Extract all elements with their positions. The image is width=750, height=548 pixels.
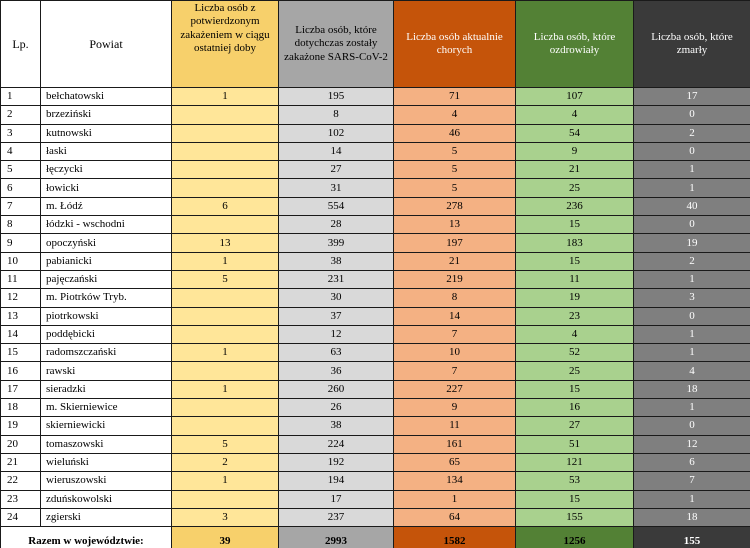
cell-powiat: łódzki - wschodni [41,216,172,234]
cell-lp: 20 [1,435,41,453]
cell-recovered: 52 [516,344,634,362]
header-recovered: Liczba osób, które ozdrowiały [516,1,634,88]
cell-powiat: sieradzki [41,380,172,398]
cell-powiat: m. Skierniewice [41,399,172,417]
cell-currently-sick: 14 [394,307,516,325]
header-new-cases: Liczba osób z potwierdzonym zakażeniem w ciągu ostatniej doby [172,1,279,88]
cell-lp: 7 [1,197,41,215]
cell-lp: 11 [1,270,41,288]
cell-powiat: radomszczański [41,344,172,362]
cell-currently-sick: 9 [394,399,516,417]
cell-total-infected: 554 [279,197,394,215]
cell-deaths: 1 [634,161,750,179]
cell-new-cases: 2 [172,453,279,471]
cell-total-infected: 194 [279,472,394,490]
cell-recovered: 4 [516,325,634,343]
cell-powiat: zduńskowolski [41,490,172,508]
cell-new-cases: 1 [172,380,279,398]
cell-lp: 23 [1,490,41,508]
cell-deaths: 1 [634,179,750,197]
cell-total-infected: 38 [279,252,394,270]
cell-powiat: brzeziński [41,106,172,124]
cell-lp: 19 [1,417,41,435]
cell-lp: 8 [1,216,41,234]
cell-recovered: 15 [516,252,634,270]
cell-deaths: 0 [634,142,750,160]
totals-row [1,527,750,548]
cell-total-infected: 36 [279,362,394,380]
cell-powiat: wieluński [41,453,172,471]
cell-total-infected: 26 [279,399,394,417]
cell-currently-sick: 10 [394,344,516,362]
table-row [1,216,750,234]
cell-new-cases: 1 [172,252,279,270]
cell-recovered: 25 [516,362,634,380]
cell-total-infected: 30 [279,289,394,307]
cell-currently-sick: 227 [394,380,516,398]
cell-new-cases [172,399,279,417]
cell-new-cases: 1 [172,472,279,490]
cell-deaths: 40 [634,197,750,215]
header-powiat: Powiat [41,1,172,88]
cell-deaths: 1 [634,344,750,362]
cell-new-cases: 5 [172,270,279,288]
cell-deaths: 6 [634,453,750,471]
cell-total-infected: 237 [279,508,394,526]
table-row [1,289,750,307]
cell-lp: 24 [1,508,41,526]
cell-currently-sick: 21 [394,252,516,270]
cell-lp: 15 [1,344,41,362]
cell-powiat: opoczyński [41,234,172,252]
cell-deaths: 3 [634,289,750,307]
cell-recovered: 23 [516,307,634,325]
total-infected: 2993 [279,527,394,548]
cell-total-infected: 31 [279,179,394,197]
cell-deaths: 18 [634,508,750,526]
cell-powiat: łowicki [41,179,172,197]
cell-total-infected: 231 [279,270,394,288]
cell-new-cases: 6 [172,197,279,215]
cell-lp: 3 [1,124,41,142]
cell-new-cases [172,216,279,234]
cell-currently-sick: 219 [394,270,516,288]
cell-recovered: 27 [516,417,634,435]
cell-total-infected: 224 [279,435,394,453]
cell-new-cases [172,490,279,508]
table-row [1,508,750,526]
total-recovered: 1256 [516,527,634,548]
cell-recovered: 11 [516,270,634,288]
cell-total-infected: 260 [279,380,394,398]
cell-total-infected: 37 [279,307,394,325]
cell-lp: 2 [1,106,41,124]
cell-lp: 6 [1,179,41,197]
cell-new-cases [172,289,279,307]
table-row [1,124,750,142]
cell-new-cases: 5 [172,435,279,453]
cell-deaths: 4 [634,362,750,380]
cell-currently-sick: 46 [394,124,516,142]
cell-deaths: 1 [634,325,750,343]
header-total-infected: Liczba osób, które dotychczas zostały zakażone SARS-CoV-2 [279,1,394,88]
table-row [1,344,750,362]
cell-total-infected: 399 [279,234,394,252]
cell-lp: 13 [1,307,41,325]
table-row [1,179,750,197]
cell-currently-sick: 278 [394,197,516,215]
cell-deaths: 0 [634,216,750,234]
cell-lp: 16 [1,362,41,380]
cell-powiat: pabianicki [41,252,172,270]
cell-deaths: 1 [634,490,750,508]
cell-lp: 12 [1,289,41,307]
cell-lp: 22 [1,472,41,490]
cell-deaths: 0 [634,307,750,325]
cell-currently-sick: 7 [394,325,516,343]
cell-deaths: 18 [634,380,750,398]
table-row [1,472,750,490]
cell-powiat: m. Piotrków Tryb. [41,289,172,307]
cell-recovered: 16 [516,399,634,417]
cell-powiat: bełchatowski [41,88,172,106]
cell-recovered: 4 [516,106,634,124]
cell-currently-sick: 5 [394,179,516,197]
cell-powiat: łęczycki [41,161,172,179]
cell-currently-sick: 7 [394,362,516,380]
cell-powiat: rawski [41,362,172,380]
cell-lp: 10 [1,252,41,270]
cell-currently-sick: 1 [394,490,516,508]
cell-recovered: 53 [516,472,634,490]
cell-total-infected: 17 [279,490,394,508]
cell-deaths: 0 [634,417,750,435]
cell-powiat: poddębicki [41,325,172,343]
table-body [1,88,750,527]
table-row [1,490,750,508]
cell-new-cases: 13 [172,234,279,252]
table-row [1,453,750,471]
cell-new-cases [172,179,279,197]
cell-powiat: kutnowski [41,124,172,142]
cell-total-infected: 28 [279,216,394,234]
cell-deaths: 2 [634,124,750,142]
cell-deaths: 19 [634,234,750,252]
cell-total-infected: 12 [279,325,394,343]
table-row [1,161,750,179]
cell-currently-sick: 11 [394,417,516,435]
table-row [1,252,750,270]
cell-recovered: 183 [516,234,634,252]
cell-recovered: 9 [516,142,634,160]
cell-powiat: tomaszowski [41,435,172,453]
cell-new-cases [172,362,279,380]
table-row [1,106,750,124]
header-row [1,1,750,88]
cell-powiat: pajęczański [41,270,172,288]
cell-new-cases [172,417,279,435]
cell-deaths: 1 [634,270,750,288]
cell-recovered: 121 [516,453,634,471]
cell-lp: 18 [1,399,41,417]
cell-lp: 5 [1,161,41,179]
cell-lp: 17 [1,380,41,398]
cell-recovered: 54 [516,124,634,142]
cell-recovered: 236 [516,197,634,215]
cell-currently-sick: 64 [394,508,516,526]
cell-deaths: 7 [634,472,750,490]
cell-total-infected: 14 [279,142,394,160]
cell-recovered: 25 [516,179,634,197]
cell-powiat: piotrkowski [41,307,172,325]
cell-deaths: 2 [634,252,750,270]
cell-new-cases: 1 [172,344,279,362]
cell-powiat: wieruszowski [41,472,172,490]
cell-new-cases [172,124,279,142]
cell-currently-sick: 13 [394,216,516,234]
cell-powiat: m. Łódź [41,197,172,215]
table-row [1,142,750,160]
cell-lp: 1 [1,88,41,106]
cell-recovered: 19 [516,289,634,307]
table-row [1,435,750,453]
cell-currently-sick: 197 [394,234,516,252]
header-deaths: Liczba osób, które zmarły [634,1,750,88]
cell-currently-sick: 71 [394,88,516,106]
cell-total-infected: 102 [279,124,394,142]
cell-new-cases [172,161,279,179]
cell-recovered: 21 [516,161,634,179]
cell-recovered: 107 [516,88,634,106]
cell-powiat: łaski [41,142,172,160]
cell-total-infected: 38 [279,417,394,435]
cell-lp: 21 [1,453,41,471]
cell-deaths: 1 [634,399,750,417]
total-currently-sick: 1582 [394,527,516,548]
cell-currently-sick: 5 [394,142,516,160]
cell-recovered: 155 [516,508,634,526]
total-new-cases: 39 [172,527,279,548]
cell-deaths: 12 [634,435,750,453]
cell-recovered: 15 [516,216,634,234]
cell-new-cases: 3 [172,508,279,526]
cell-lp: 4 [1,142,41,160]
cell-currently-sick: 5 [394,161,516,179]
cell-recovered: 51 [516,435,634,453]
cell-lp: 9 [1,234,41,252]
table-row [1,417,750,435]
cell-powiat: zgierski [41,508,172,526]
cell-new-cases [172,307,279,325]
cell-currently-sick: 8 [394,289,516,307]
cell-total-infected: 195 [279,88,394,106]
table-row [1,307,750,325]
cell-recovered: 15 [516,490,634,508]
table-row [1,325,750,343]
table-row [1,380,750,398]
cell-recovered: 15 [516,380,634,398]
cell-deaths: 0 [634,106,750,124]
cell-new-cases [172,325,279,343]
cell-powiat: skierniewicki [41,417,172,435]
cell-total-infected: 63 [279,344,394,362]
total-deaths: 155 [634,527,750,548]
cell-new-cases [172,106,279,124]
cell-lp: 14 [1,325,41,343]
totals-label: Razem w województwie: [1,527,172,548]
table-row [1,234,750,252]
table-row [1,362,750,380]
table-row [1,270,750,288]
cell-new-cases: 1 [172,88,279,106]
table-row [1,197,750,215]
header-lp: Lp. [1,1,41,88]
cell-currently-sick: 161 [394,435,516,453]
table-row [1,88,750,106]
cell-currently-sick: 65 [394,453,516,471]
cell-total-infected: 8 [279,106,394,124]
cell-total-infected: 27 [279,161,394,179]
cell-deaths: 17 [634,88,750,106]
cell-new-cases [172,142,279,160]
table-row [1,399,750,417]
cell-currently-sick: 4 [394,106,516,124]
header-currently-sick: Liczba osób aktualnie chorych [394,1,516,88]
cell-currently-sick: 134 [394,472,516,490]
cell-total-infected: 192 [279,453,394,471]
